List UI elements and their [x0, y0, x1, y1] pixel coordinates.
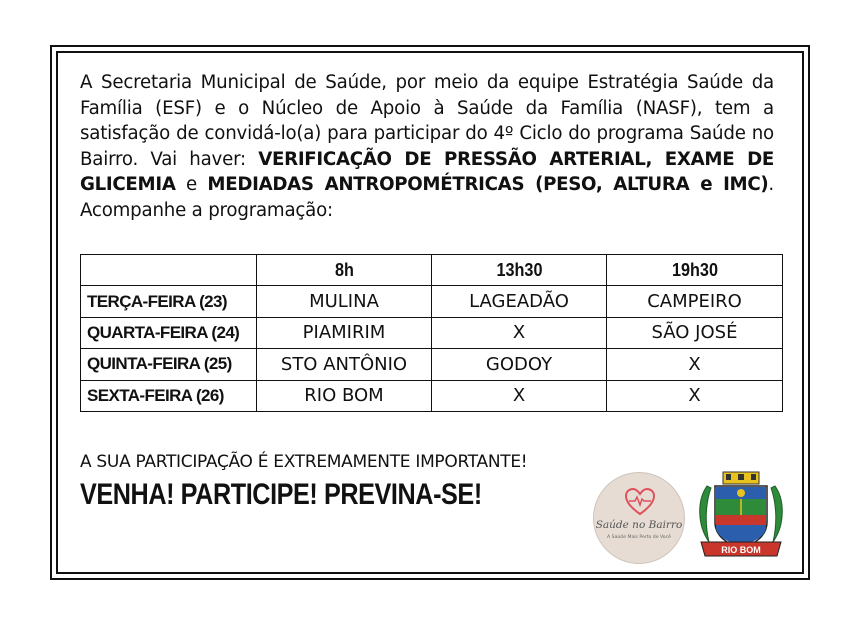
- heart-stethoscope-icon: [624, 487, 656, 517]
- day-cell: SEXTA-FEIRA (26): [81, 380, 257, 411]
- intro-text-3: . Acompanhe a programação:: [80, 174, 775, 221]
- header-cell-13h30: 13h30: [440, 255, 598, 286]
- intro-text-2: e: [175, 174, 208, 195]
- schedule-table: [80, 254, 783, 412]
- slogan-heading: VENHA! PARTICIPE! PREVINA-SE!: [80, 478, 482, 511]
- intro-bold-1: VERIFICAÇÃO DE PRESSÃO ARTERIAL, EXAME DE GLICEMIA: [80, 148, 774, 195]
- slot-cell: GODOY: [432, 349, 607, 380]
- table-row: [81, 286, 783, 317]
- logo-tagline: A Saúde Mais Perto de Você: [607, 535, 671, 540]
- saude-no-bairro-logo: [593, 472, 685, 564]
- slot-cell: RIO BOM: [257, 380, 432, 411]
- slot-cell: MULINA: [257, 286, 432, 317]
- slot-cell: SÃO JOSÉ: [607, 317, 783, 348]
- slot-cell: X: [607, 349, 783, 380]
- header-cell-8h: 8h: [265, 255, 423, 286]
- slot-cell: CAMPEIRO: [607, 286, 783, 317]
- slot-cell: LAGEADÃO: [432, 286, 607, 317]
- table-row: [81, 380, 783, 411]
- table-header-row: [81, 255, 783, 286]
- intro-bold-2: MEDIADAS ANTROPOMÉTRICAS (PESO, ALTURA e IMC): [207, 174, 769, 195]
- header-cell-19h30: 19h30: [615, 255, 773, 286]
- slot-cell: X: [432, 317, 607, 348]
- slot-cell: X: [607, 380, 783, 411]
- day-cell: QUINTA-FEIRA (25): [81, 349, 257, 380]
- table-row: [81, 317, 783, 348]
- table-row: [81, 349, 783, 380]
- brasao-banner-text: RIO BOM: [721, 545, 761, 555]
- rio-bom-coat-of-arms: [693, 470, 789, 562]
- intro-text-1: A Secretaria Municipal de Saúde, por meio da equipe Estratégia Saúde da Família (ESF) e o Núcleo de Apoio à Saúde da Família (NASF), tem a satisfação de convidá-lo(a) para participar do 4º Ciclo do programa Saúde no Bairro. Vai haver:: [80, 72, 774, 170]
- logo-name: Saúde no Bairro: [595, 519, 683, 531]
- slot-cell: PIAMIRIM: [257, 317, 432, 348]
- day-cell: QUARTA-FEIRA (24): [81, 317, 257, 348]
- importance-notice: A SUA PARTICIPAÇÃO É EXTREMAMENTE IMPORTANTE!: [80, 452, 528, 472]
- slot-cell: STO ANTÔNIO: [257, 349, 432, 380]
- slot-cell: X: [432, 380, 607, 411]
- day-cell: TERÇA-FEIRA (23): [81, 286, 257, 317]
- intro-paragraph: [80, 70, 774, 223]
- header-cell-empty: [89, 255, 247, 286]
